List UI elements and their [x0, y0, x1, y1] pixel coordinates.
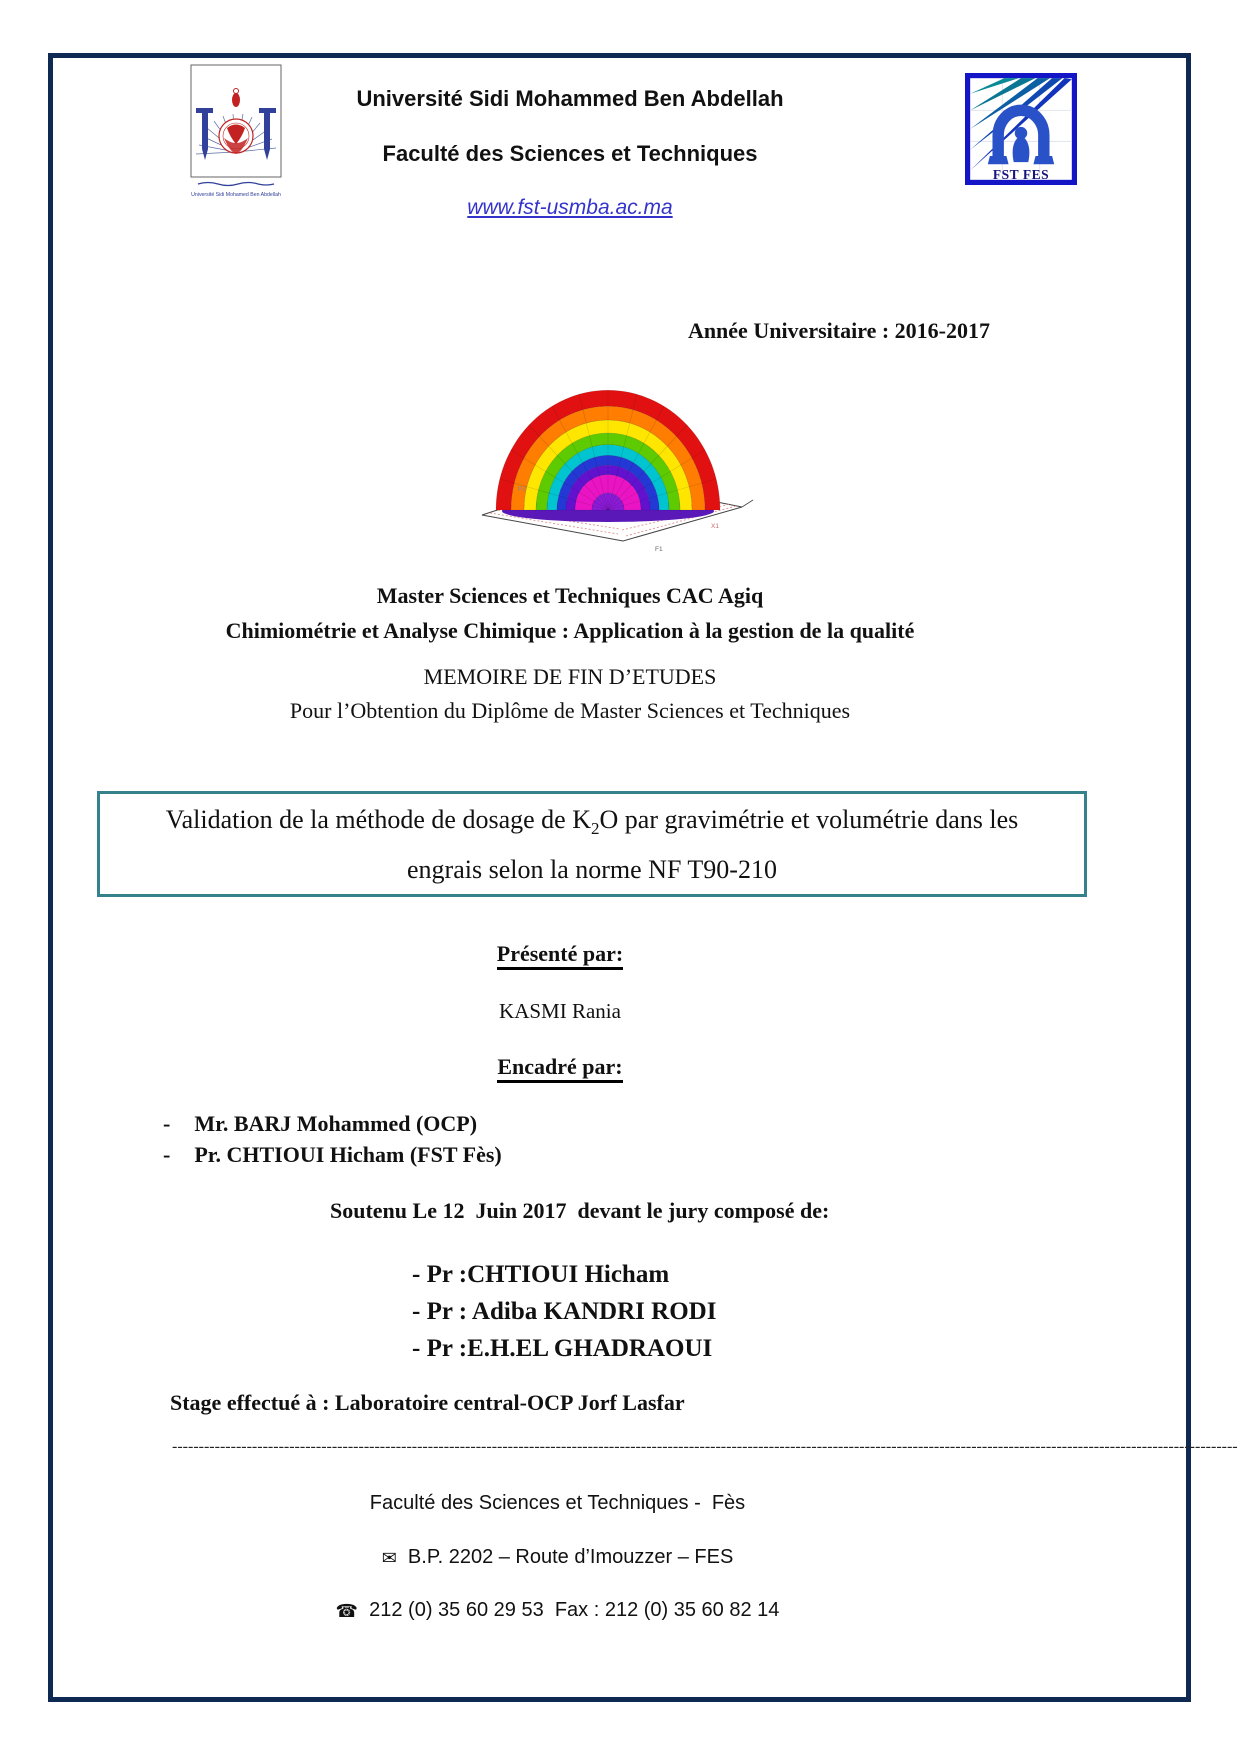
supervised-by-label: Encadré par:: [497, 1054, 622, 1083]
response-surface-figure: [468, 360, 753, 556]
jury-member: - Pr : Adiba KANDRI RODI: [412, 1298, 717, 1325]
presented-by-heading: [120, 941, 1000, 967]
list-dash: -: [163, 1111, 171, 1136]
fst-fes-logo: [965, 73, 1077, 185]
presented-by-label: Présenté par:: [497, 941, 623, 970]
university-emblem-logo: [190, 63, 282, 203]
emblem-arabic-caption-line: [198, 183, 274, 186]
supervisor-row: [163, 1139, 863, 1170]
axis-line: [742, 500, 753, 507]
thesis-title-line1-post: O par gravimétrie et volumétrie dans les: [599, 805, 1019, 834]
defense-intro: Soutenu Le 12 Juin 2017 devant le jury composé de:: [330, 1198, 830, 1223]
jury-list: [412, 1256, 716, 1367]
footer-phone-spacer: [358, 1599, 369, 1621]
list-dash: -: [163, 1142, 171, 1167]
phone-icon: ☎: [335, 1601, 358, 1622]
faculty-name: Faculté des Sciences et Techniques: [382, 141, 758, 166]
diplome-line: Pour l’Obtention du Diplôme de Master Sciences et Techniques: [289, 698, 851, 723]
master-title-line2: Chimiométrie et Analyse Chimique : Application à la gestion de la qualité: [225, 618, 915, 643]
mail-icon: ✉: [381, 1548, 397, 1569]
supervisor-name: Mr. BARJ Mohammed (OCP): [194, 1111, 478, 1136]
axis-label-f2: F2: [517, 486, 526, 493]
university-name: Université Sidi Mohammed Ben Abdellah: [356, 86, 784, 111]
supervisor-name: Pr. CHTIOUI Hicham (FST Fès): [194, 1142, 502, 1167]
footer-phone-value: 212 (0) 35 60 29 53 Fax : 212 (0) 35 60 82 14: [369, 1599, 780, 1621]
footer-address-line: [100, 1546, 1015, 1569]
website-line: [300, 196, 840, 220]
jury-member: - Pr :E.H.EL GHADRAOUI: [412, 1335, 713, 1362]
axis-label-x1: X1: [711, 523, 719, 530]
footer-phone-line: [100, 1599, 1015, 1622]
emblem-caption: Université Sidi Mohamed Ben Abdellah: [191, 192, 281, 198]
master-title-line1: Master Sciences et Techniques CAC Agiq: [376, 583, 764, 608]
thesis-title-line1: [100, 805, 1084, 839]
footer-address-text: [397, 1546, 408, 1568]
website-link[interactable]: www.fst-usmba.ac.ma: [467, 196, 673, 219]
thesis-title-box: [97, 791, 1087, 897]
fst-logo-label: FST FES: [992, 166, 1050, 182]
supervised-by-heading: [120, 1054, 1000, 1080]
footer-faculty-line: Faculté des Sciences et Techniques - Fès: [369, 1492, 746, 1514]
supervisor-row: [163, 1108, 863, 1139]
thesis-title-line1-pre: Validation de la méthode de dosage de K: [165, 805, 591, 834]
dashed-separator: --------------------------------------------------------------------------------------------------------------------------------------------------------------------------------------------------------: [172, 1438, 1238, 1455]
supervisor-list: [163, 1108, 863, 1170]
thesis-title-line2: engrais selon la norme NF T90-210: [407, 855, 777, 884]
footer-address-value: B.P. 2202 – Route d’Imouzzer – FES: [407, 1546, 734, 1568]
memoire-heading: MEMOIRE DE FIN D’ETUDES: [423, 664, 717, 689]
internship-line: Stage effectué à : Laboratoire central-OCP Jorf Lasfar: [170, 1390, 685, 1415]
student-name: KASMI Rania: [499, 999, 621, 1023]
axis-label-f1: F1: [655, 546, 663, 553]
jury-member: - Pr :CHTIOUI Hicham: [412, 1261, 670, 1288]
thesis-title-subscript: 2: [591, 819, 600, 839]
academic-year: Année Universitaire : 2016-2017: [687, 318, 990, 343]
